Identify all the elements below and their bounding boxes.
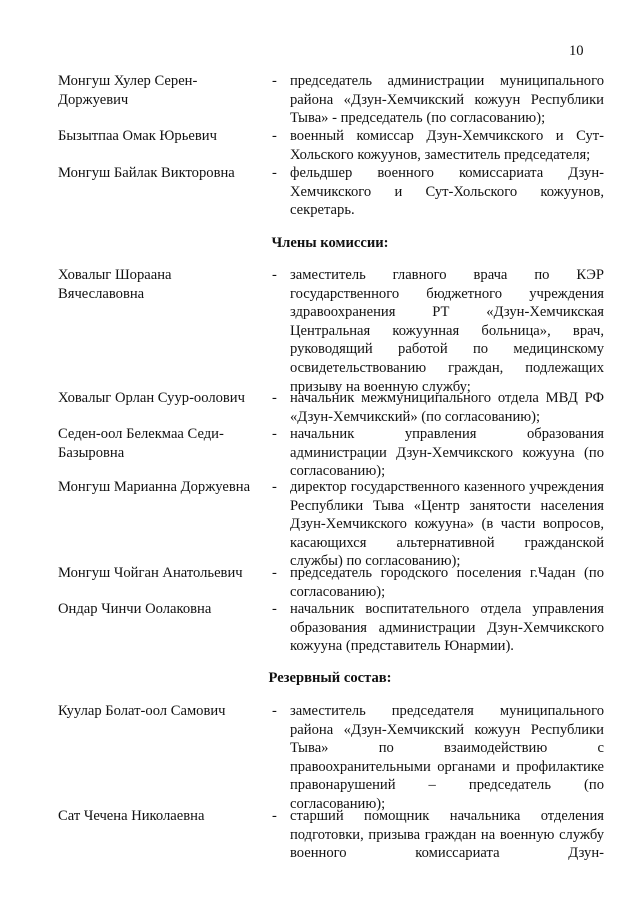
members-heading: Члены комиссии: <box>271 235 389 251</box>
entry-dash: - <box>272 426 277 442</box>
person-role: фельдшер военного комиссариата Дзун-Хемчикского и Сут-Хольского кожуунов, секретарь. <box>290 165 604 219</box>
entry-dash: - <box>272 479 277 495</box>
person-name: Монгуш Марианна Доржуевна <box>58 479 251 495</box>
entry-dash: - <box>272 703 277 719</box>
person-name: Монгуш Хулер Серен-Доржуевич <box>58 73 198 108</box>
person-name: Куулар Болат-оол Самович <box>58 703 226 719</box>
person-role: военный комиссар Дзун-Хемчикского и Сут-Хольского кожуунов, заместитель председателя; <box>290 128 604 163</box>
entry-dash: - <box>272 601 277 617</box>
person-name: Монгуш Чойган Анатольевич <box>58 565 243 581</box>
person-name: Бызытпаа Омак Юрьевич <box>58 128 217 144</box>
person-name: Ховалыг Шораана Вячеславовна <box>58 267 172 302</box>
entry-dash: - <box>272 128 277 144</box>
entry-dash: - <box>272 73 277 89</box>
entry-dash: - <box>272 390 277 406</box>
person-role: начальник управления образования администрации Дзун-Хемчикского кожууна (по согласованию); <box>290 426 604 480</box>
page-number: 10 <box>569 43 584 59</box>
reserve-heading: Резервный состав: <box>268 670 392 686</box>
person-role: директор государственного казенного учреждения Республики Тыва «Центр занятости населения Дзун-Хемчикского кожууна» (в части вопросов, касающихся альтернативной гражданской службы) по согласованию); <box>290 479 604 570</box>
person-role: заместитель главного врача по КЭР государственного бюджетного учреждения здравоохранения РТ «Дзун-Хемчикская Центральная кожуунная больница», врач, руководящий работой по медицинскому освидетельствованию граждан, подлежащих призыву на военную службу; <box>290 267 604 395</box>
entry-dash: - <box>272 267 277 283</box>
person-name: Ондар Чинчи Оолаковна <box>58 601 212 617</box>
person-role: председатель администрации муниципального района «Дзун-Хемчикский кожуун Республики Тыва» - председатель (по согласованию); <box>290 73 604 127</box>
person-role: заместитель председателя муниципального района «Дзун-Хемчикский кожуун Республики Тыва» по взаимодействию с правоохранительными органами и профилактике правонарушений – председатель (по согласованию); <box>290 703 604 812</box>
entry-dash: - <box>272 565 277 581</box>
person-name: Седен-оол Белекмаа Седи-Базыровна <box>58 426 224 461</box>
entry-dash: - <box>272 808 277 824</box>
person-name: Монгуш Байлак Викторовна <box>58 165 235 181</box>
person-name: Ховалыг Орлан Суур-оолович <box>58 390 245 406</box>
person-role: старший помощник начальника отделения подготовки, призыва граждан на военную службу военного комиссариата Дзун- <box>290 808 604 862</box>
person-name: Сат Чечена Николаевна <box>58 808 205 824</box>
person-role: начальник воспитательного отдела управления образования администрации Дзун-Хемчикского кожууна (представитель Юнармии). <box>290 601 604 655</box>
entry-dash: - <box>272 165 277 181</box>
person-role: председатель городского поселения г.Чадан (по согласованию); <box>290 565 604 600</box>
person-role: начальник межмуниципального отдела МВД РФ «Дзун-Хемчикский» (по согласованию); <box>290 390 604 425</box>
